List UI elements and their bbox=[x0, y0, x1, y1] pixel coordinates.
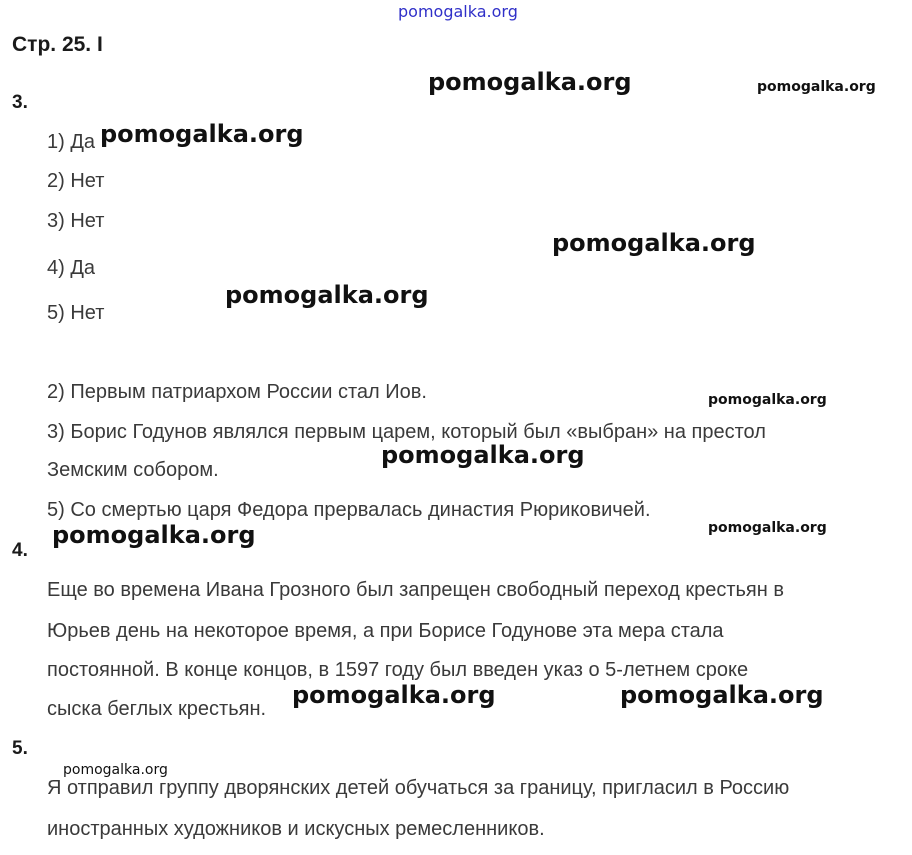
page-reference: Стр. 25. І bbox=[12, 33, 103, 56]
correction-3-line1: 3) Борис Годунов являлся первым царем, который был «выбран» на престол bbox=[47, 421, 766, 443]
watermark: pomogalka.org bbox=[428, 68, 632, 96]
watermark: pomogalka.org bbox=[620, 681, 824, 709]
watermark: pomogalka.org bbox=[292, 681, 496, 709]
watermark: pomogalka.org bbox=[63, 762, 168, 778]
correction-3-line2: Земским собором. bbox=[47, 459, 219, 481]
q4-line-3: постоянной. В конце концов, в 1597 году был введен указ о 5-летнем сроке bbox=[47, 659, 749, 681]
answer-2: 2) Нет bbox=[47, 170, 105, 192]
q4-line-4: сыска беглых крестьян. bbox=[47, 698, 267, 720]
answer-1: 1) Да bbox=[47, 131, 96, 153]
watermark: pomogalka.org bbox=[52, 521, 256, 549]
q5-line-1: Я отправил группу дворянских детей обучаться за границу, пригласил в Россию bbox=[47, 777, 790, 799]
q4-line-1: Еще во времена Ивана Грозного был запрещен свободный переход крестьян в bbox=[47, 579, 784, 601]
question-5-number: 5. bbox=[12, 738, 28, 759]
watermark: pomogalka.org bbox=[708, 520, 827, 536]
watermark: pomogalka.org bbox=[381, 441, 585, 469]
q4-line-2: Юрьев день на некоторое время, а при Борисе Годунове эта мера стала bbox=[47, 620, 724, 642]
answer-5: 5) Нет bbox=[47, 302, 105, 324]
answer-4: 4) Да bbox=[47, 257, 96, 279]
watermark: pomogalka.org bbox=[708, 392, 827, 408]
watermark: pomogalka.org bbox=[100, 120, 304, 148]
watermark: pomogalka.org bbox=[552, 229, 756, 257]
correction-2: 2) Первым патриархом России стал Иов. bbox=[47, 381, 427, 403]
answer-3: 3) Нет bbox=[47, 210, 105, 232]
q5-line-2: иностранных художников и искусных ремесленников. bbox=[47, 818, 545, 840]
question-4-number: 4. bbox=[12, 540, 28, 561]
watermark: pomogalka.org bbox=[757, 79, 876, 95]
watermark: pomogalka.org bbox=[225, 281, 429, 309]
watermark-top: pomogalka.org bbox=[398, 2, 518, 21]
correction-5: 5) Со смертью царя Федора прервалась династия Рюриковичей. bbox=[47, 499, 651, 521]
question-3-number: 3. bbox=[12, 92, 28, 113]
